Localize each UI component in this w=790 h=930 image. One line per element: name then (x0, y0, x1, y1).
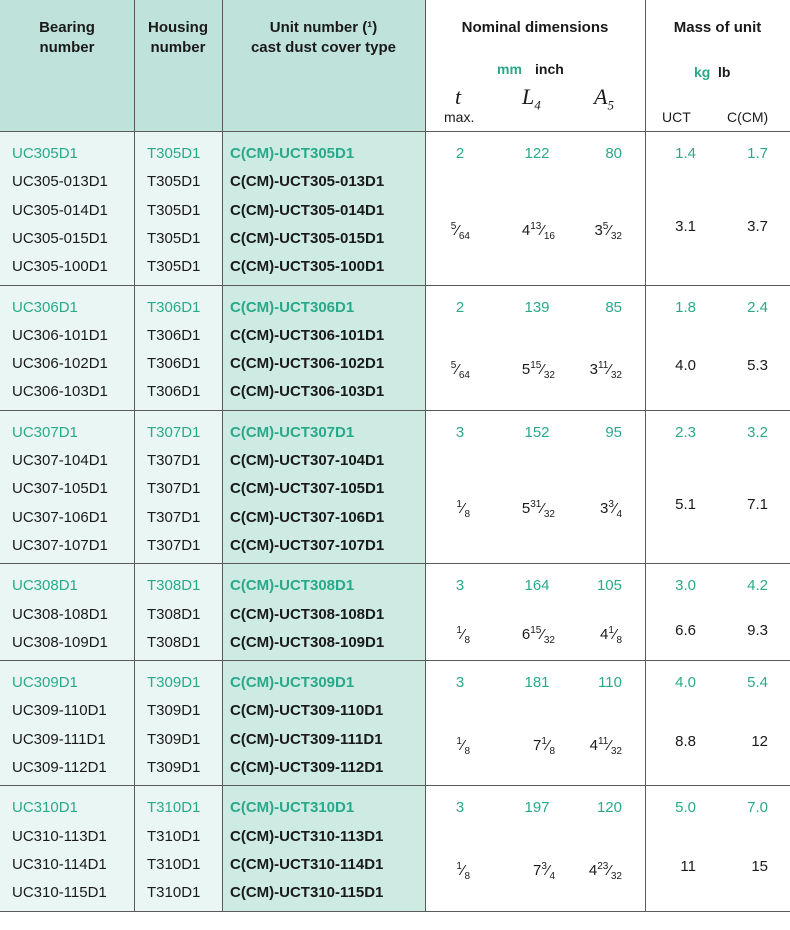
dim-t-inch: $^5⁄_{64}$ (450, 220, 470, 242)
dim-L4-inch: $7^3⁄_4$ (533, 860, 555, 882)
dim-L4: 164 (524, 577, 550, 595)
header-uct: UCT (662, 109, 691, 125)
bearing-number: UC309-111D1 (12, 730, 106, 748)
unit-number: C(CM)-UCT308D1 (230, 577, 355, 595)
bearing-number: UC306-101D1 (12, 326, 108, 344)
bearing-number: UC307-106D1 (12, 508, 108, 526)
housing-number: T310D1 (147, 799, 201, 817)
header-unit-number: Unit number (¹) cast dust cover type (250, 19, 397, 56)
housing-number: T308D1 (147, 633, 201, 651)
dim-t-inch: $^5⁄_{64}$ (450, 360, 470, 382)
dim-t-inch: $^1⁄_8$ (456, 860, 470, 882)
dim-L4: 139 (524, 298, 550, 316)
mass-ccm: 3.2 (747, 423, 768, 441)
dim-L4-inch: $7^1⁄_8$ (533, 735, 555, 757)
header-A5-symbol: $A_5$ (594, 84, 614, 113)
dim-A5: 85 (605, 298, 622, 316)
housing-number: T309D1 (147, 730, 201, 748)
mass-uct: 2.3 (675, 423, 696, 441)
housing-number: T309D1 (147, 674, 201, 692)
unit-number: C(CM)-UCT306-103D1 (230, 383, 385, 401)
bearing-number: UC306D1 (12, 298, 78, 316)
group-divider (0, 911, 790, 912)
dim-L4-inch: $4^{13}⁄_{16}$ (521, 220, 555, 242)
unit-inch-label: inch (535, 61, 564, 77)
mass-ccm-inch: 9.3 (747, 621, 768, 639)
mass-ccm: 5.4 (747, 674, 768, 692)
unit-number: C(CM)-UCT308-109D1 (230, 633, 385, 651)
mass-uct: 1.8 (675, 298, 696, 316)
dim-A5-inch: $3^5⁄_{32}$ (594, 220, 622, 242)
dim-t: 2 (455, 145, 465, 162)
unit-number: C(CM)-UCT310-115D1 (230, 884, 384, 902)
unit-number: C(CM)-UCT305-013D1 (230, 173, 385, 191)
unit-number: C(CM)-UCT306D1 (230, 298, 355, 316)
header-nominal-dimensions: Nominal dimensions (461, 19, 609, 36)
mass-ccm: 2.4 (747, 298, 768, 316)
column-divider (222, 0, 223, 911)
bearing-number: UC307D1 (12, 423, 78, 441)
group-divider (0, 131, 790, 132)
housing-number: T305D1 (147, 145, 201, 162)
bearing-number: UC309-112D1 (12, 759, 107, 776)
dim-L4: 181 (524, 674, 550, 692)
bearing-number: UC305-015D1 (12, 229, 108, 247)
header-ccm: C(CM) (727, 109, 769, 125)
group-divider (0, 285, 790, 286)
unit-number: C(CM)-UCT305-100D1 (230, 258, 385, 276)
mass-ccm-inch: 5.3 (747, 357, 768, 375)
mass-ccm-inch: 7.1 (747, 496, 768, 514)
unit-number: C(CM)-UCT309-112D1 (230, 759, 384, 776)
header-L4-symbol: $L_4$ (522, 84, 541, 113)
dim-L4: 197 (524, 799, 550, 817)
group-divider (0, 660, 790, 661)
bearing-number: UC310-114D1 (12, 855, 107, 873)
dim-A5: 95 (605, 423, 622, 441)
unit-number: C(CM)-UCT309-110D1 (230, 702, 384, 720)
dim-A5: 120 (596, 799, 622, 817)
housing-number: T307D1 (147, 423, 201, 441)
housing-number: T307D1 (147, 480, 201, 498)
dim-t: 2 (455, 298, 465, 316)
header-housing: Housing number (148, 19, 208, 56)
bearing-number: UC305-100D1 (12, 258, 108, 276)
dim-A5-inch: $3^3⁄_4$ (600, 499, 622, 521)
dim-L4: 122 (524, 145, 550, 162)
bearing-number: UC306-103D1 (12, 383, 108, 401)
unit-number: C(CM)-UCT307-107D1 (230, 536, 385, 554)
mass-uct-inch: 5.1 (675, 496, 696, 514)
bearing-number: UC307-104D1 (12, 452, 108, 469)
unit-number: C(CM)-UCT309-111D1 (230, 730, 383, 748)
dim-t-inch: $^1⁄_8$ (456, 624, 470, 646)
housing-number: T305D1 (147, 229, 201, 247)
housing-number: T310D1 (147, 855, 201, 873)
dim-t-inch: $^1⁄_8$ (456, 735, 470, 757)
dim-L4-inch: $6^{15}⁄_{32}$ (521, 624, 555, 646)
housing-number: T306D1 (147, 298, 201, 316)
group-divider (0, 410, 790, 411)
housing-number: T309D1 (147, 702, 201, 720)
unit-mm-label: mm (497, 61, 522, 77)
header-mass-of-unit: Mass of unit (673, 19, 762, 36)
dim-A5-inch: $4^1⁄_8$ (600, 624, 622, 646)
unit-number: C(CM)-UCT310-113D1 (230, 827, 384, 845)
housing-number: T305D1 (147, 258, 201, 276)
mass-ccm-inch: 12 (751, 732, 768, 750)
dim-A5-inch: $4^{23}⁄_{32}$ (588, 860, 622, 882)
dim-t: 3 (455, 674, 465, 692)
bearing-number: UC309-110D1 (12, 702, 107, 720)
housing-number: T307D1 (147, 536, 201, 554)
housing-number: T309D1 (147, 759, 201, 776)
bearing-number: UC309D1 (12, 674, 78, 692)
unit-number: C(CM)-UCT306-102D1 (230, 355, 385, 373)
unit-number: C(CM)-UCT310-114D1 (230, 855, 384, 873)
bearing-number: UC310-115D1 (12, 884, 107, 902)
unit-number: C(CM)-UCT307-105D1 (230, 480, 385, 498)
mass-uct: 5.0 (675, 799, 696, 817)
mass-uct: 3.0 (675, 577, 696, 595)
bearing-number: UC306-102D1 (12, 355, 108, 373)
housing-number: T305D1 (147, 173, 201, 191)
bearing-number: UC307-107D1 (12, 536, 108, 554)
header-bearing: Bearing number (39, 19, 95, 56)
unit-number: C(CM)-UCT308-108D1 (230, 605, 385, 623)
unit-number: C(CM)-UCT307D1 (230, 423, 355, 441)
unit-number: C(CM)-UCT305-014D1 (230, 201, 385, 219)
mass-uct-inch: 11 (680, 857, 696, 875)
housing-number: T306D1 (147, 326, 201, 344)
bearing-number: UC308-109D1 (12, 633, 108, 651)
dim-A5: 80 (605, 145, 622, 162)
dim-t: 3 (455, 577, 465, 595)
unit-number: C(CM)-UCT307-106D1 (230, 508, 385, 526)
unit-number: C(CM)-UCT306-101D1 (230, 326, 385, 344)
dim-t: 3 (455, 423, 465, 441)
mass-uct-inch: 8.8 (675, 732, 696, 750)
mass-uct: 1.4 (675, 145, 696, 162)
dim-A5: 105 (596, 577, 622, 595)
dim-L4-inch: $5^{15}⁄_{32}$ (521, 360, 555, 382)
unit-number: C(CM)-UCT305D1 (230, 145, 355, 162)
mass-ccm: 1.7 (747, 145, 768, 162)
mass-ccm: 7.0 (747, 799, 768, 817)
dim-A5-inch: $3^{11}⁄_{32}$ (589, 360, 622, 382)
dim-t: 3 (455, 799, 465, 817)
housing-number: T306D1 (147, 355, 201, 373)
mass-uct-inch: 4.0 (675, 357, 696, 375)
dim-L4-inch: $5^{31}⁄_{32}$ (521, 499, 555, 521)
mass-ccm: 4.2 (747, 577, 768, 595)
bearing-number: UC310-113D1 (12, 827, 107, 845)
housing-number: T307D1 (147, 508, 201, 526)
bearing-number: UC305-013D1 (12, 173, 108, 191)
bearing-number: UC308-108D1 (12, 605, 108, 623)
housing-number: T310D1 (147, 827, 201, 845)
housing-number: T308D1 (147, 577, 201, 595)
mass-ccm-inch: 15 (751, 857, 768, 875)
mass-uct: 4.0 (675, 674, 696, 692)
dim-t-inch: $^1⁄_8$ (456, 499, 470, 521)
housing-number: T310D1 (147, 884, 201, 902)
housing-number: T307D1 (147, 452, 201, 469)
mass-ccm-inch: 3.7 (747, 217, 768, 235)
unit-lb-label: lb (718, 64, 731, 80)
unit-number: C(CM)-UCT310D1 (230, 799, 355, 817)
column-divider (425, 0, 426, 911)
header-t-symbol: t (455, 84, 462, 109)
housing-number: T308D1 (147, 605, 201, 623)
mass-uct-inch: 3.1 (675, 217, 696, 235)
bearing-number: UC305D1 (12, 145, 78, 162)
dim-A5: 110 (598, 674, 622, 692)
column-divider (134, 0, 135, 911)
housing-number: T305D1 (147, 201, 201, 219)
unit-kg-label: kg (694, 64, 711, 80)
unit-number: C(CM)-UCT309D1 (230, 674, 355, 692)
bearing-number: UC307-105D1 (12, 480, 108, 498)
header-t-max: max. (444, 109, 475, 125)
unit-number: C(CM)-UCT305-015D1 (230, 229, 385, 247)
housing-number: T306D1 (147, 383, 201, 401)
bearing-number: UC308D1 (12, 577, 78, 595)
group-divider (0, 563, 790, 564)
bearing-number: UC310D1 (12, 799, 78, 817)
group-divider (0, 785, 790, 786)
dim-L4: 152 (524, 423, 550, 441)
bearing-number: UC305-014D1 (12, 201, 108, 219)
unit-number: C(CM)-UCT307-104D1 (230, 452, 385, 469)
mass-uct-inch: 6.6 (675, 621, 696, 639)
column-divider (645, 0, 646, 911)
dim-A5-inch: $4^{11}⁄_{32}$ (589, 735, 622, 757)
